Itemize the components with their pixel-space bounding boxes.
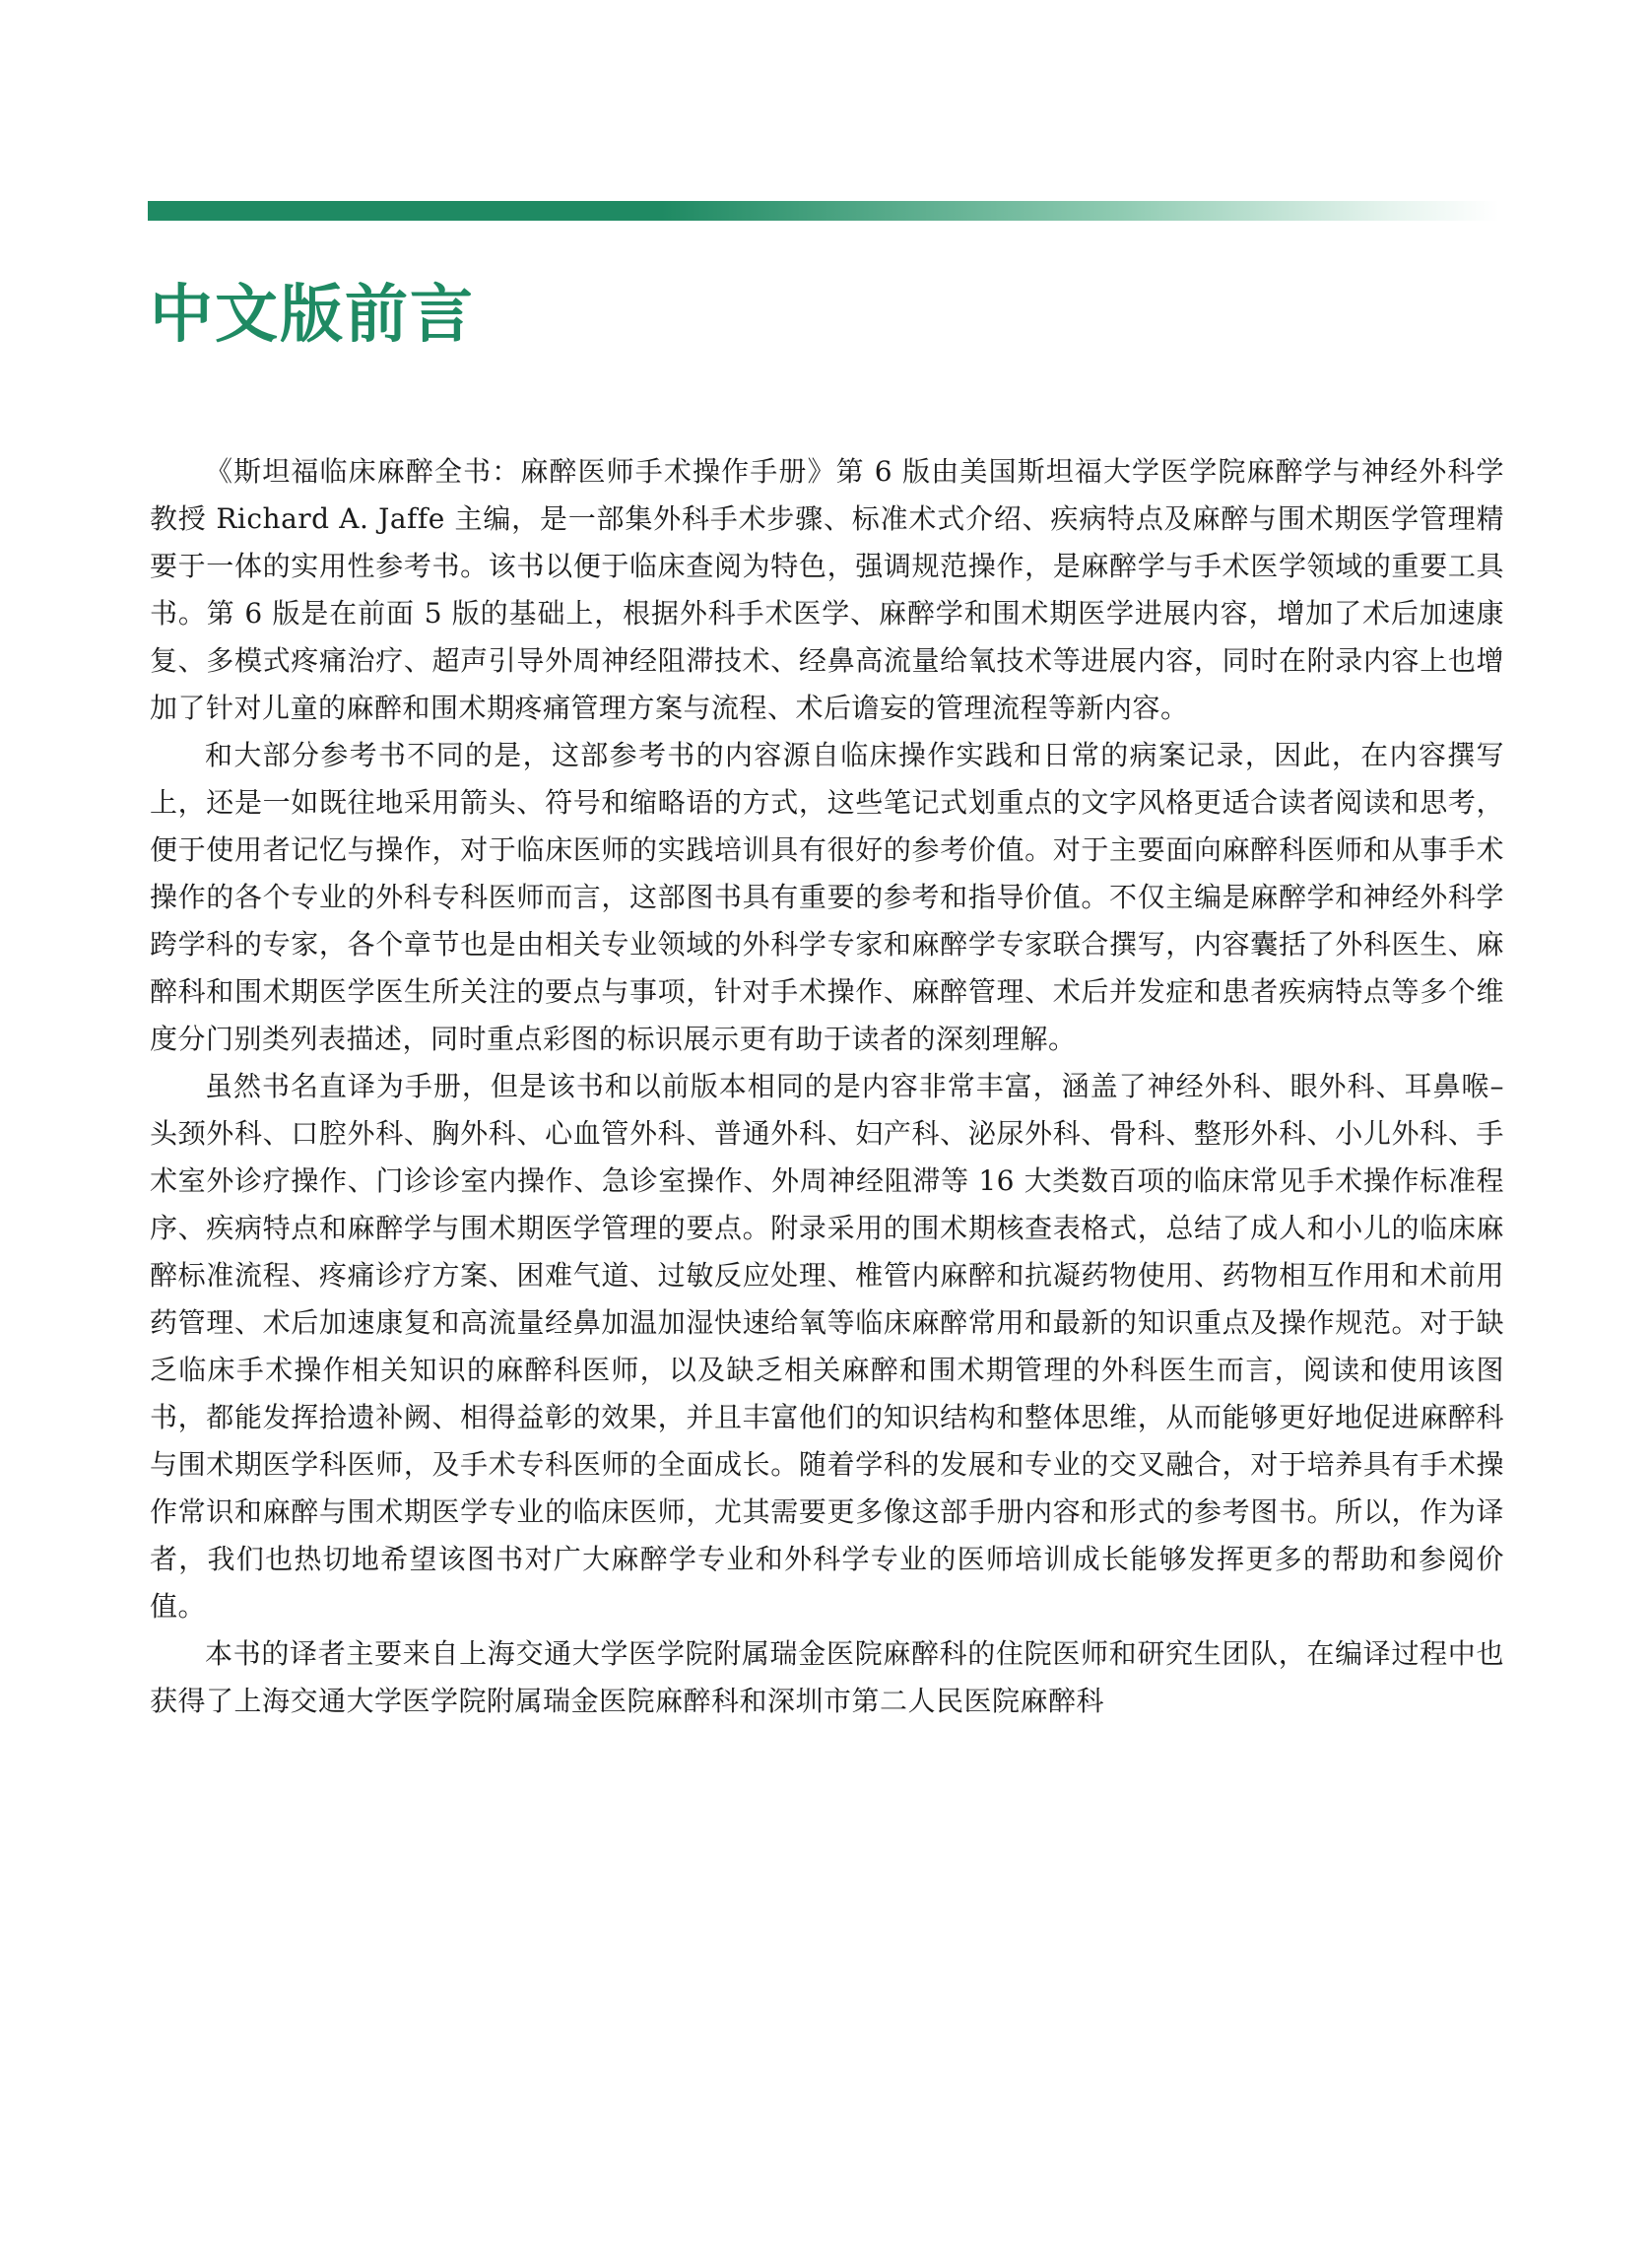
paragraph: 虽然书名直译为手册，但是该书和以前版本相同的是内容非常丰富，涵盖了神经外科、眼外科、耳鼻喉–头颈外科、口腔外科、胸外科、心血管外科、普通外科、妇产科、泌尿外科、骨科、整形外科、小儿外科、手术室外诊疗操作、门诊诊室内操作、急诊室操作、外周神经阻滞等 16 大类数百项的临床常见手术操作标准程序、疾病特点和麻醉学与围术期医学管理的要点。附录采用的围术期核查表格式，总结了成人和小儿的临床麻醉标准流程、疼痛诊疗方案、困难气道、过敏反应处理、椎管内麻醉和抗凝药物使用、药物相互作用和术前用药管理、术后加速康复和高流量经鼻加温加湿快速给氧等临床麻醉常用和最新的知识重点及操作规范。对于缺乏临床手术操作相关知识的麻醉科医师，以及缺乏相关麻醉和围术期管理的外科医生而言，阅读和使用该图书，都能发挥拾遗补阙、相得益彰的效果，并且丰富他们的知识结构和整体思维，从而能够更好地促进麻醉科与围术期医学科医师，及手术专科医师的全面成长。随着学科的发展和专业的交叉融合，对于培养具有手术操作常识和麻醉与围术期医学专业的临床医师，尤其需要更多像这部手册内容和形式的参考图书。所以，作为译者，我们也热切地希望该图书对广大麻醉学专业和外科学专业的医师培训成长能够发挥更多的帮助和参阅价值。 xyxy=(150,1070,1504,1623)
paragraph: 本书的译者主要来自上海交通大学医学院附属瑞金医院麻醉科的住院医师和研究生团队，在编译过程中也获得了上海交通大学医学院附属瑞金医院麻醉科和深圳市第二人民医院麻醉科 xyxy=(150,1637,1504,1717)
paragraph: 《斯坦福临床麻醉全书：麻醉医师手术操作手册》第 6 版由美国斯坦福大学医学院麻醉学与神经外科学教授 Richard A. Jaffe 主编，是一部集外科手术步骤、标准术式介绍、疾病特点及麻醉与围术期医学管理精要于一体的实用性参考书。该书以便于临床查阅为特色，强调规范操作，是麻醉学与手术医学领域的重要工具书。第 6 版是在前面 5 版的基础上，根据外科手术医学、麻醉学和围术期医学进展内容，增加了术后加速康复、多模式疼痛治疗、超声引导外周神经阻滞技术、经鼻高流量给氧技术等进展内容，同时在附录内容上也增加了针对儿童的麻醉和围术期疼痛管理方案与流程、术后谵妄的管理流程等新内容。 xyxy=(150,455,1504,724)
preface-body xyxy=(150,448,1504,1725)
page-title: 中文版前言 xyxy=(150,279,475,352)
header-gradient-rule xyxy=(148,201,1499,221)
paragraph: 和大部分参考书不同的是，这部参考书的内容源自临床操作实践和日常的病案记录，因此，在内容撰写上，还是一如既往地采用箭头、符号和缩略语的方式，这些笔记式划重点的文字风格更适合读者阅读和思考，便于使用者记忆与操作，对于临床医师的实践培训具有很好的参考价值。对于主要面向麻醉科医师和从事手术操作的各个专业的外科专科医师而言，这部图书具有重要的参考和指导价值。不仅主编是麻醉学和神经外科学跨学科的专家，各个章节也是由相关专业领域的外科学专家和麻醉学专家联合撰写，内容囊括了外科医生、麻醉科和围术期医学医生所关注的要点与事项，针对手术操作、麻醉管理、术后并发症和患者疾病特点等多个维度分门别类列表描述，同时重点彩图的标识展示更有助于读者的深刻理解。 xyxy=(150,739,1504,1055)
